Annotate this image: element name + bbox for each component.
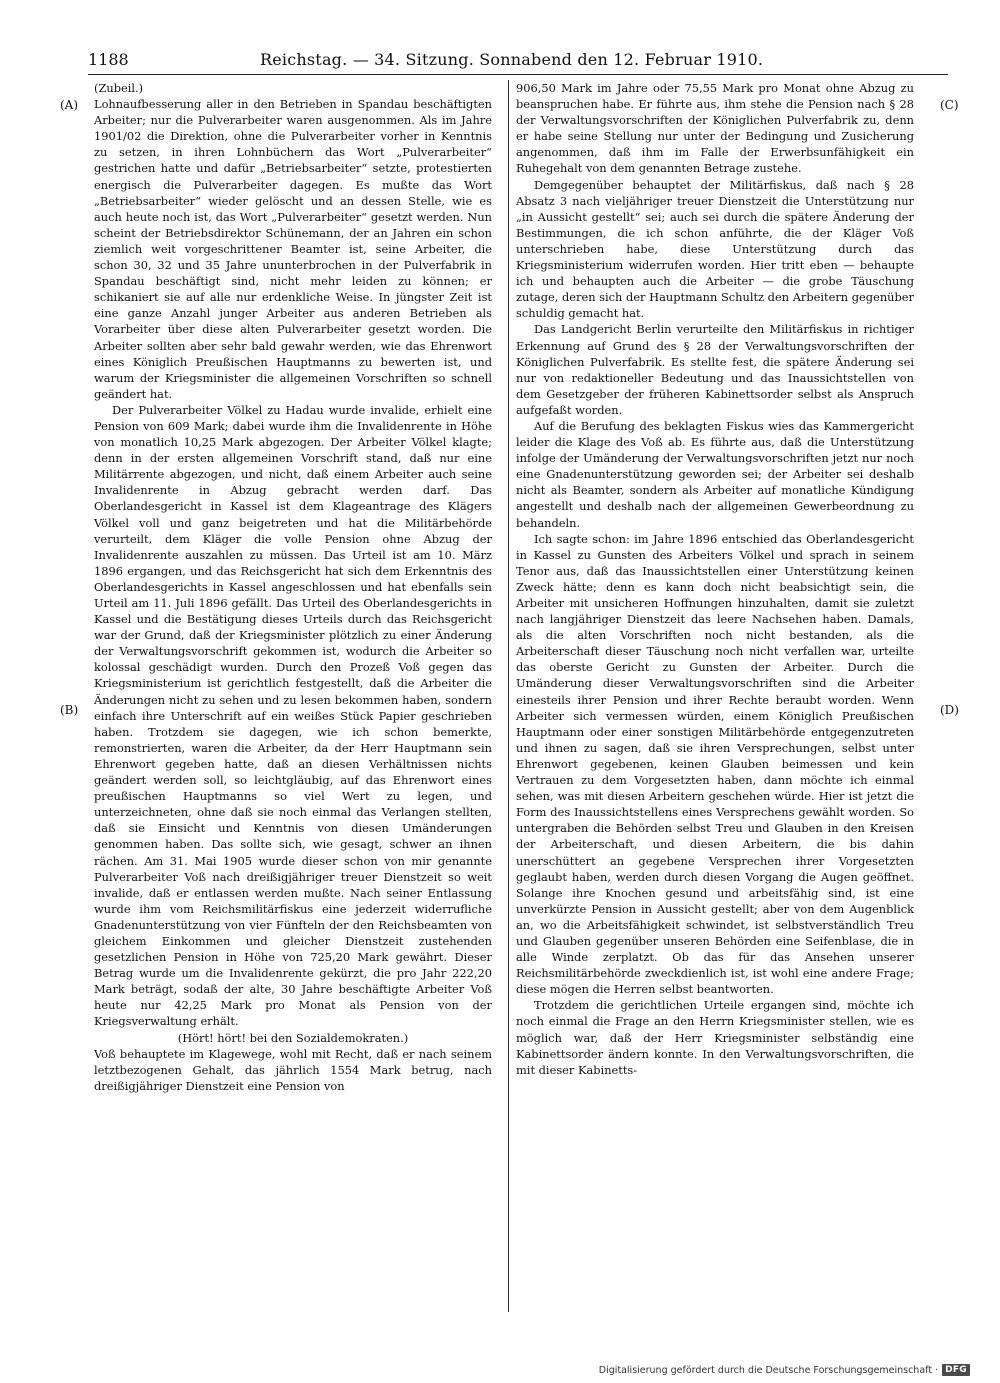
margin-marker-d: (D) (940, 703, 959, 717)
paragraph: Demgegenüber behauptet der Militärfiskus, daß nach § 28 Absatz 3 nach vieljähriger treuer Dienstzeit die Unterstützung nur „in Aussicht gestellt“ sei; auch sei durch die spätere Änderung der Bestimmungen, die ich schon anführte, die der Kläger Voß unterschrieben habe, diese Unterstützung durch das Kriegsministerium widerrufen worden. Hier tritt eben — behaupte ich und behaupten auch die Arbeiter — die grobe Täuschung zutage, deren sich der Hauptmann Schultz den Arbeitern gegenüber schuldig gemacht hat. (516, 177, 914, 321)
page-header (88, 48, 948, 75)
left-column (94, 80, 492, 1312)
interjection: (Hört! hört! bei den Sozialdemokraten.) (177, 1030, 409, 1045)
paragraph: Trotzdem die gerichtlichen Urteile ergangen sind, möchte ich noch einmal die Frage an den Herrn Kriegsminister stellen, wie es möglich war, daß der Herr Kriegsminister selbständig eine Kabinettsorder ändern konnte. In den Verwaltungsvorschriften, die mit dieser Kabinetts- (516, 998, 914, 1077)
paragraph: 906,50 Mark im Jahre oder 75,55 Mark pro Monat ohne Abzug zu beanspruchen habe. Er führte aus, ihm stehe die Pension nach § 28 der Verwaltungsvorschriften der Königlichen Pulverfabrik zu, denn er habe seine Stellung nur unter der Bedingung und Zusicherung angenommen, daß ihm im Falle der Erwerbsunfähigkeit ein Ruhegehalt von dem genannten Betrage zustehe. (516, 81, 914, 176)
margin-marker-b: (B) (60, 703, 79, 717)
paragraph: Ich sagte schon: im Jahre 1896 entschied das Oberlandesgericht in Kassel zu Gunsten des Arbeiters Völkel und sprach in seinem Tenor aus, daß das Inaussichtstellen einer Unterstützung keinen Zweck hätte; denn es kann doch nicht beabsichtigt sein, die Arbeiter mit unsicheren Hoffnungen hinzuhalten, damit sie zuletzt nach langjähriger Dienstzeit das leere Nachsehen haben. Damals, als die alten Vorschriften noch nicht bestanden, als die Arbeiterschaft dieser Täuschung noch nicht verfallen war, urteilte das oberste Gericht zu Gunsten der Arbeiter. Durch die Umänderung dieser Verwaltungsvorschriften sind die Arbeiter einesteils ihrer Pension und ihrer Rechte beraubt worden. Wenn Arbeiter sich vermessen würden, einem Königlich Preußischen Hauptmann oder einer sonstigen Militärbehörde entgegenzutreten und ihnen zu sagen, daß sie ihren Versprechungen, selbst unter Ehrenwort gegebenen, keinen Glauben beimessen und kein Vertrauen zu dem Vorgesetzten haben, dann möchte ich einmal sehen, was mit diesen Arbeitern geschehen würde. Hier ist jetzt die Form des Inaussichtstellens eines Versprechens gewählt worden. So untergraben die Behörden selbst Treu und Glauben in den Kreisen der Arbeiterschaft, und diesen Arbeitern, die bis dahin unerschüttert an gegebene Versprechen ihrer Vorgesetzten geglaubt haben, werden durch diesen Vorgang die Augen geöffnet. Solange ihre Knochen gesund und arbeitsfähig sind, ist eine unverkürzte Pension in Aussicht gestellt; aber von dem Augenblick an, wo die Arbeitsfähigkeit schwindet, ist selbstverständlich Treu und Glauben gegenüber unseren Behörden eine Seifenblase, die in alle Winde zerplatzt. Ob das für das Ansehen unserer Reichsmilitärbehörde zweckdienlich ist, ist wohl eine andere Frage; diese mögen die Herren selbst beantworten. (516, 531, 914, 997)
margin-marker-c: (C) (940, 98, 959, 112)
paragraph: Das Landgericht Berlin verurteilte den Militärfiskus in richtiger Erkennung auf Grund des § 28 der Verwaltungsvorschriften der Königlichen Pulverfabrik. Es stellte fest, die spätere Änderung sei nur von redaktioneller Bedeutung und das Inaussichtstellen von dem Gesetzgeber der früheren Kabinettsorder selbst als Anspruch aufgefaßt worden. (516, 322, 914, 417)
paragraph: Auf die Berufung des beklagten Fiskus wies das Kammergericht leider die Klage des Voß ab. Es führte aus, daß die Unterstützung infolge der Umänderung der Verwaltungsvorschriften jetzt nur noch eine Gnadenunterstützung geworden sei; der Arbeiter sei deshalb nicht als Beamter, sondern als Arbeiter auf monatliche Kündigung angestellt und deshalb nach der allgemeinen Gewerbeordnung zu behandeln. (516, 418, 914, 530)
paragraph: Voß behauptete im Klagewege, wohl mit Recht, daß er nach seinem letztbezogenen Gehalt, das jährlich 1554 Mark betrug, nach dreißigjähriger Dienstzeit eine Pension von (94, 1046, 492, 1093)
paragraph: Der Pulverarbeiter Völkel zu Hadau wurde invalide, erhielt eine Pension von 609 Mark; dabei wurde ihm die Invalidenrente in Höhe von monatlich 10,25 Mark abgezogen. Der Arbeiter Völkel klagte; denn in der ersten allgemeinen Vorschrift stand, daß nur eine Militärrente abgezogen, und nicht, daß einem Arbeiter auch seine Invalidenrente in Abzug gebracht werden darf. Das Oberlandesgericht in Kassel ist dem Klageantrage des Klägers Völkel voll und ganz beigetreten und hat die Militärbehörde verurteilt, dem Kläger die volle Pension ohne Abzug der Invalidenrente auszahlen zu müssen. Das Urteil ist am 10. März 1896 ergangen, und das Reichsgericht hat sich dem Erkenntnis des Oberlandesgerichts in Kassel angeschlossen und hat ebenfalls sein Urteil am 11. Juli 1896 gefällt. Das Urteil des Oberlandesgerichts in Kassel und die Bestätigung dieses Urteils durch das Reichsgericht war der Grund, daß der Kriegsminister plötzlich zu einer Änderung der Verwaltungsvorschrift gekommen ist, wodurch die Arbeiter so kolossal geschädigt wurden. Durch den Prozeß Voß gegen das Kriegsministerium ist gerichtlich festgestellt, daß die Arbeiter die Änderungen nicht zu sehen und zu lesen bekommen haben, sondern einfach ihre Unterschrift auf ein weißes Stück Papier geschrieben haben. Trotzdem sie dagegen, wie ich schon bemerkte, remonstrierten, waren die Arbeiter, da der Herr Hauptmann sein Ehrenwort gegeben hatte, daß an diesen Verhältnissen nichts geändert werden soll, so leichtgläubig, auf das Ehrenwort eines preußischen Hauptmanns so viel Wert zu legen, und unterzeichneten, ohne daß sie noch einmal das Verlangen stellten, daß sie Einsicht und Kenntnis von diesen Umänderungen genommen haben. Das sollte sich, wie gesagt, schwer an ihnen rächen. Am 31. Mai 1905 wurde dieser schon von mir genannte Pulverarbeiter Voß nach dreißigjähriger treuer Dienstzeit so weit invalide, daß er entlassen werden mußte. Nach seiner Entlassung wurde ihm vom Reichsmilitärfiskus eine jederzeit widerrufliche Gnadenunterstützung von vier Fünfteln der den Reichsbeamten von gleichem Einkommen und gleicher Dienstzeit zustehenden gesetzlichen Pension in Höhe von 725,20 Mark gewährt. Dieser Betrag wurde um die Invalidenrente gekürzt, die pro Jahr 222,20 Mark beträgt, sodaß der alte, 30 Jahre beschäftigte Arbeiter Voß heute nur 42,25 Mark pro Monat als Pension von der Kriegsverwaltung erhält. (94, 402, 492, 1029)
dfg-logo-icon: DFG (942, 1364, 970, 1376)
running-title: Reichstag. — 34. Sitzung. Sonnabend den 12. Februar 1910. (260, 50, 764, 69)
margin-marker-a: (A) (60, 98, 79, 112)
page-number: 1188 (88, 50, 129, 69)
paragraph: Lohnaufbesserung aller in den Betrieben in Spandau beschäftigten Arbeiter; nur die Pulverarbeiter waren ausgenommen. Als im Jahre 1901/02 die Direktion, ohne die Pulverarbeiter vorher in Kenntnis zu setzen, in ihren Lohnbüchern das Wort „Pulverarbeiter“ gestrichen hatte und dafür „Betriebsarbeiter“ setzte, protestierten energisch die Pulverarbeiter dagegen. Es mußte das Wort „Betriebsarbeiter“ wieder gelöscht und an dessen Stelle, wie es auch heute noch ist, das Wort „Pulverarbeiter“ gesetzt werden. Nun scheint der Betriebsdirektor Schünemann, der an Jahren ein schon ziemlich weit vorgeschrittener Beamter ist, seine Arbeiter, die schon 30, 32 und 35 Jahre ununterbrochen in der Pulverfabrik in Spandau beschäftigt sind, nicht mehr leiden zu können; er schikaniert sie auf alle nur erdenkliche Weise. In jüngster Zeit ist eine ganze Anzahl junger Arbeiter aus anderen Betrieben als Vorarbeiter über diese alten Pulverarbeiter gesetzt worden. Die Arbeiter sollten aber sehr bald gewahr werden, wie das Ehrenwort eines Königlich Preußischen Hauptmanns zu bewerten ist, und warum der Kriegsminister die allgemeinen Vorschriften so schnell geändert hat. (94, 97, 492, 401)
speaker-label: (Zubeil.) (94, 81, 144, 95)
column-divider (508, 80, 509, 1312)
digitization-footer (599, 1362, 970, 1378)
footer-text: Digitalisierung gefördert durch die Deutsche Forschungsgemeinschaft · (598, 1364, 939, 1376)
right-column (516, 80, 914, 1312)
